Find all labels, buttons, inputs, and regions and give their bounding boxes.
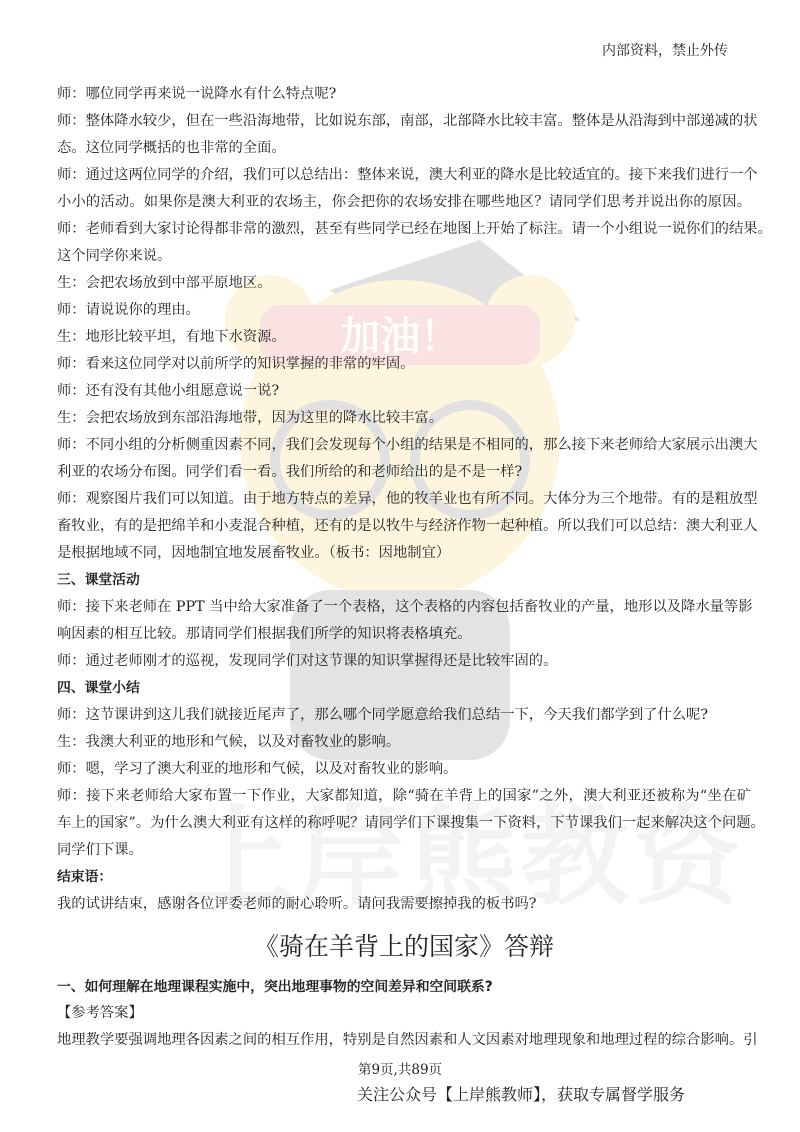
text-line: 师：哪位同学再来说一说降水有什么特点呢?: [57, 86, 337, 102]
text-line: 是根据地域不同，因地制宜地发展畜牧业。（板书：因地制宜）: [57, 545, 451, 561]
text-line: 师：看来这位同学对以前所学的知识掌握的非常的牢固。: [57, 356, 415, 372]
text-line: 师：整体降水较少，但在一些沿海地带，比如说东部，南部，北部降水比较丰富。整体是从沿海到中部递减的状: [57, 113, 758, 129]
text-line: 师：嗯，学习了澳大利亚的地形和气候，以及对畜牧业的影响。: [57, 761, 458, 777]
text-line: 生：地形比较平坦，有地下水资源。: [57, 329, 286, 345]
text-line: 畜牧业，有的是把绵羊和小麦混合种植，还有的是以牧牛与经济作物一起种植。所以我们可以总结：澳大利亚人: [57, 518, 758, 534]
answer-label: 【参考答案】: [57, 1005, 143, 1021]
text-line: 这个同学你来说。: [57, 248, 172, 264]
text-line: 师：通过这两位同学的介绍，我们可以总结出：整体来说，澳大利亚的降水是比较适宜的。接下来我们进行一个: [57, 167, 758, 183]
answer-text: 地理教学要强调地理各因素之间的相互作用，特别是自然因素和人文因素对地理现象和地理过程的综合影响。引: [57, 1032, 758, 1048]
document-body: [57, 81, 772, 1054]
confidential-note: 内部资料，禁止外传: [602, 43, 728, 59]
text-line: 生：会把农场放到中部平原地区。: [57, 275, 272, 291]
text-line: 师：通过老师刚才的巡视，发现同学们对这节课的知识掌握得还是比较牢固的。: [57, 653, 558, 669]
text-line: 师：不同小组的分析侧重因素不同，我们会发现每个小组的结果是不相同的，那么接下来老师给大家展示出澳大: [57, 437, 758, 453]
text-line: 生：会把农场放到东部沿海地带，因为这里的降水比较丰富。: [57, 410, 444, 426]
text-line: 师：请说说你的理由。: [57, 302, 200, 318]
text-line: 师：还有没有其他小组愿意说一说?: [57, 383, 280, 399]
text-line: 师：观察图片我们可以知道。由于地方特点的差异，他的牧羊业也有所不同。大体分为三个地带。有的是粗放型: [57, 491, 758, 507]
defense-title: 《骑在羊背上的国家》答辩: [253, 932, 554, 961]
text-line: 小小的活动。如果你是澳大利亚的农场主，你会把你的农场安排在哪些地区？请同学们思考并说出你的原因。: [57, 194, 751, 210]
text-line: 响因素的相互比较。那请同学们根据我们所学的知识将表格填充。: [57, 626, 472, 642]
text-line: 同学们下课。: [57, 842, 143, 858]
section-heading: 三、课堂活动: [57, 572, 140, 588]
text-line: 车上的国家”。为什么澳大利亚有这样的称呼呢？请同学们下课搜集一下资料，下节课我们一起来解决这个问题。: [57, 815, 765, 831]
text-line: 态。这位同学概括的也非常的全面。: [57, 140, 286, 156]
text-line: 生：我澳大利亚的地形和气候，以及对畜牧业的影响。: [57, 734, 401, 750]
page-number: 第9页,共89页: [357, 1062, 443, 1078]
text-line: 师：接下来老师在 PPT 当中给大家准备了一个表格，这个表格的内容包括畜牧业的产量，地形以及降水量等影: [57, 599, 753, 615]
promo-text: 关注公众号【上岸熊教师】，获取专属督学服务: [357, 1085, 686, 1104]
text-line: 师：接下来老师给大家布置一下作业，大家都知道，除“骑在羊背上的国家”之外，澳大利亚还被称为“坐在矿: [57, 788, 751, 804]
section-heading: 四、课堂小结: [57, 680, 140, 696]
text-line: 我的试讲结束，感谢各位评委老师的耐心聆听。请问我需要擦掉我的板书吗?: [57, 896, 537, 912]
text-line: 利亚的农场分布图。同学们看一看。我们所给的和老师给出的是不是一样?: [57, 464, 523, 480]
question-heading: 一、如何理解在地理课程实施中，突出地理事物的空间差异和空间联系?: [57, 979, 493, 995]
text-line: 师：老师看到大家讨论得都非常的激烈，甚至有些同学已经在地图上开始了标注。请一个小组说一说你们的结果。: [57, 221, 772, 237]
section-heading: 结束语：: [57, 869, 113, 885]
watermark-badge-text: 加油！: [340, 314, 460, 360]
text-line: 师：这节课讲到这儿我们就接近尾声了，那么哪个同学愿意给我们总结一下，今天我们都学到了什么呢?: [57, 707, 709, 723]
